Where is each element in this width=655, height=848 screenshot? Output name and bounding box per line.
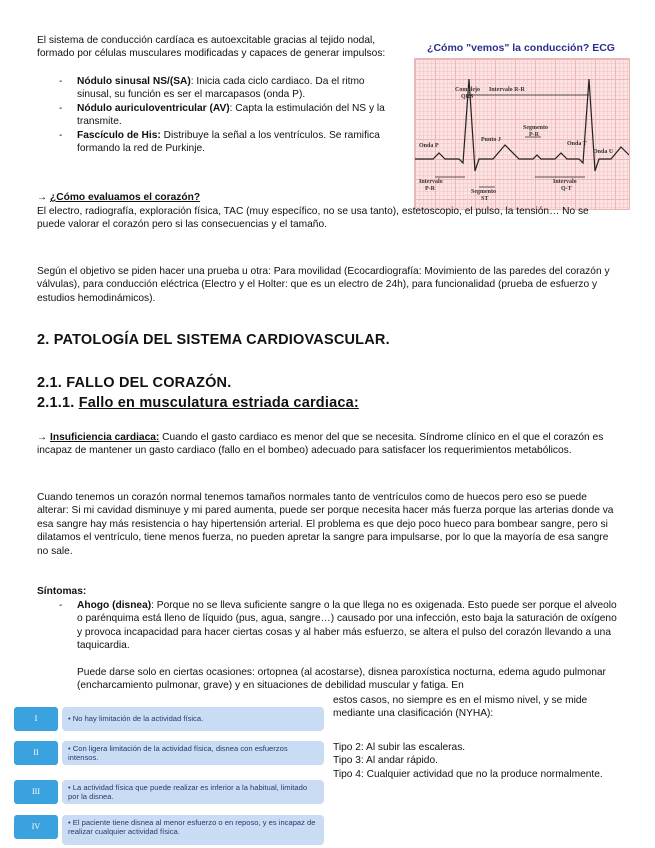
normal-paragraph: Cuando tenemos un corazón normal tenemos tamaños normales tanto de ventrículos como de huecos pero eso se puede alterar: Si mi cavidad disminuye y mi pared aumenta, puede ser porque necesita hacer más fuerza porque las arterias donde va esa sangre hay más resistencia o hay hipertensión arterial. El problema es que dejo poco hueco para bombear sangre, pero si dilatamos el ventrículo, tiene menos fuerza, no pueden apretar la sangre para impulsarse, por lo que la mayoría de esa sangre no sale. <box>37 492 614 557</box>
label-onda-t: Onda T <box>567 141 587 147</box>
nyha-class-i: I <box>14 707 58 731</box>
ecg-grid <box>414 58 630 210</box>
nyha-desc-iv: • El paciente tiene disnea al menor esfuerzo o en reposo, y es incapaz de realizar cualquier actividad física. <box>62 815 324 845</box>
sintomas-heading: Síntomas: <box>37 586 87 597</box>
nyha-desc-i: • No hay limitación de la actividad física. <box>62 707 324 731</box>
label-onda-u: Onda U <box>593 149 614 155</box>
label-intervalo: Intervalo <box>419 179 443 185</box>
tipos-list <box>333 741 613 781</box>
insuficiencia-paragraph: → Insuficiencia cardiaca: Cuando el gasto cardiaco es menor del que se necesita. Síndrome clínico en el que el corazón es incapaz de mantener un gasto cardiaco (fallo en el bombeo) adecuado para satisfacer los requerimientos metabólicos. <box>37 432 604 457</box>
label-intervalo-qt: Intervalo <box>553 179 577 185</box>
label-complejo: Complejo <box>455 87 480 93</box>
term: Nódulo auriculoventricular (AV) <box>77 102 230 114</box>
label-qt: Q-T <box>561 186 572 192</box>
list-item: - Fascículo de His: Distribuye la señal a los ventrículos. Se ramifica formando la red de Purkinje. <box>37 129 399 156</box>
label-intervalo-rr: Intervalo R-R <box>489 87 525 93</box>
nyha-class-ii: II <box>14 741 58 765</box>
label-punto-j: Punto J <box>481 137 501 143</box>
list-item: - Nódulo auriculoventricular (AV): Capta la estimulación del NS y la transmite. <box>37 102 399 129</box>
list-item: - Nódulo sinusal NS/(SA): Inicia cada ciclo cardiaco. Da el ritmo sinusal, su función es ser el marcapasos (onda P). <box>37 75 399 102</box>
ecg-figure <box>414 42 628 210</box>
nyha-desc-ii: • Con ligera limitación de la actividad física, disnea con esfuerzos intensos. <box>62 741 324 765</box>
evaluar-heading: → ¿Cómo evaluamos el corazón? <box>37 192 201 203</box>
sintomas-list <box>37 599 619 653</box>
nyha-desc-iii: • La actividad física que puede realizar es inferior a la habitual, limitado por la disnea. <box>62 780 324 804</box>
label-onda-p: Onda P <box>419 143 439 149</box>
sintomas-text2: Puede darse solo en ciertas ocasiones: ortopnea (al acostarse), disnea paroxística nocturna, edema agudo pulmonar (encharcamiento pulmonar, grave) y en situaciones de debilidad muscular y fatiga. En <box>77 667 606 692</box>
conduction-list <box>37 75 399 155</box>
term: Fascículo de His: <box>77 129 161 141</box>
label-segmento-st: Segmento <box>471 189 496 195</box>
section-2-1-1-heading: 2.1.1. Fallo en musculatura estriada cardiaca: <box>37 395 359 411</box>
section-2-heading: 2. PATOLOGÍA DEL SISTEMA CARDIOVASCULAR. <box>37 332 390 348</box>
tipo-2: Tipo 2: Al subir las escaleras. <box>333 742 466 753</box>
label-segmento: Segmento <box>523 125 548 131</box>
list-item: - Ahogo (disnea): Porque no se lleva suficiente sangre o la que llega no es oxigenada. Esto puede ser porque el alveolo o parénquima está lleno de líquido (pus, agua, sangre…) causado por una infección, esto baja la saturación de oxígeno y provoca incapacidad para hacer ciertas cosas y al haber más esfuerzo, se altera el pulso del corazón llevando a una taquicardia. <box>37 599 619 653</box>
label-ipr: P-R <box>425 186 435 192</box>
term: Nódulo sinusal NS/(SA) <box>77 76 191 87</box>
ecg-trace <box>415 59 629 209</box>
evaluar-text: El electro, radiografía, exploración física, TAC (muy específico, no se usa tanto), estetoscopio, el pulso, la tensión… No se puede valorar el corazón pero si las consecuencias y el tamaño. <box>37 206 589 231</box>
ecg-title: ¿Cómo "vemos" la conducción? ECG <box>427 42 615 54</box>
intro-paragraph: El sistema de conducción cardíaca es autoexcitable gracias al tejido nodal, formado por células musculares modificadas y capaces de generar impulsos: <box>37 35 386 60</box>
nyha-class-iii: III <box>14 780 58 804</box>
label-qrs: QRS <box>461 94 474 100</box>
label-pr: P-R <box>529 132 539 138</box>
nyha-class-iv: IV <box>14 815 58 839</box>
label-st: ST <box>481 196 489 202</box>
tipo-3: Tipo 3: Al andar rápido. <box>333 755 438 767</box>
section-2-1-heading: 2.1. FALLO DEL CORAZÓN. <box>37 375 232 391</box>
tipo-4: Tipo 4: Cualquier actividad que no la produce normalmente. <box>333 768 603 780</box>
sintomas-text3: estos casos, no siempre es en el mismo nivel, y se mide mediante una clasificación (NYHA): <box>333 695 588 720</box>
objetivo-paragraph: Según el objetivo se piden hacer una prueba u otra: Para movilidad (Ecocardiografía: Movimiento de las paredes del corazón y válvulas), para conducción eléctrica (Electro y el Holter: que es un electro de 24h), para funcionalidad (prueba de esfuerzo y estudios hemodinámicos). <box>37 266 610 304</box>
